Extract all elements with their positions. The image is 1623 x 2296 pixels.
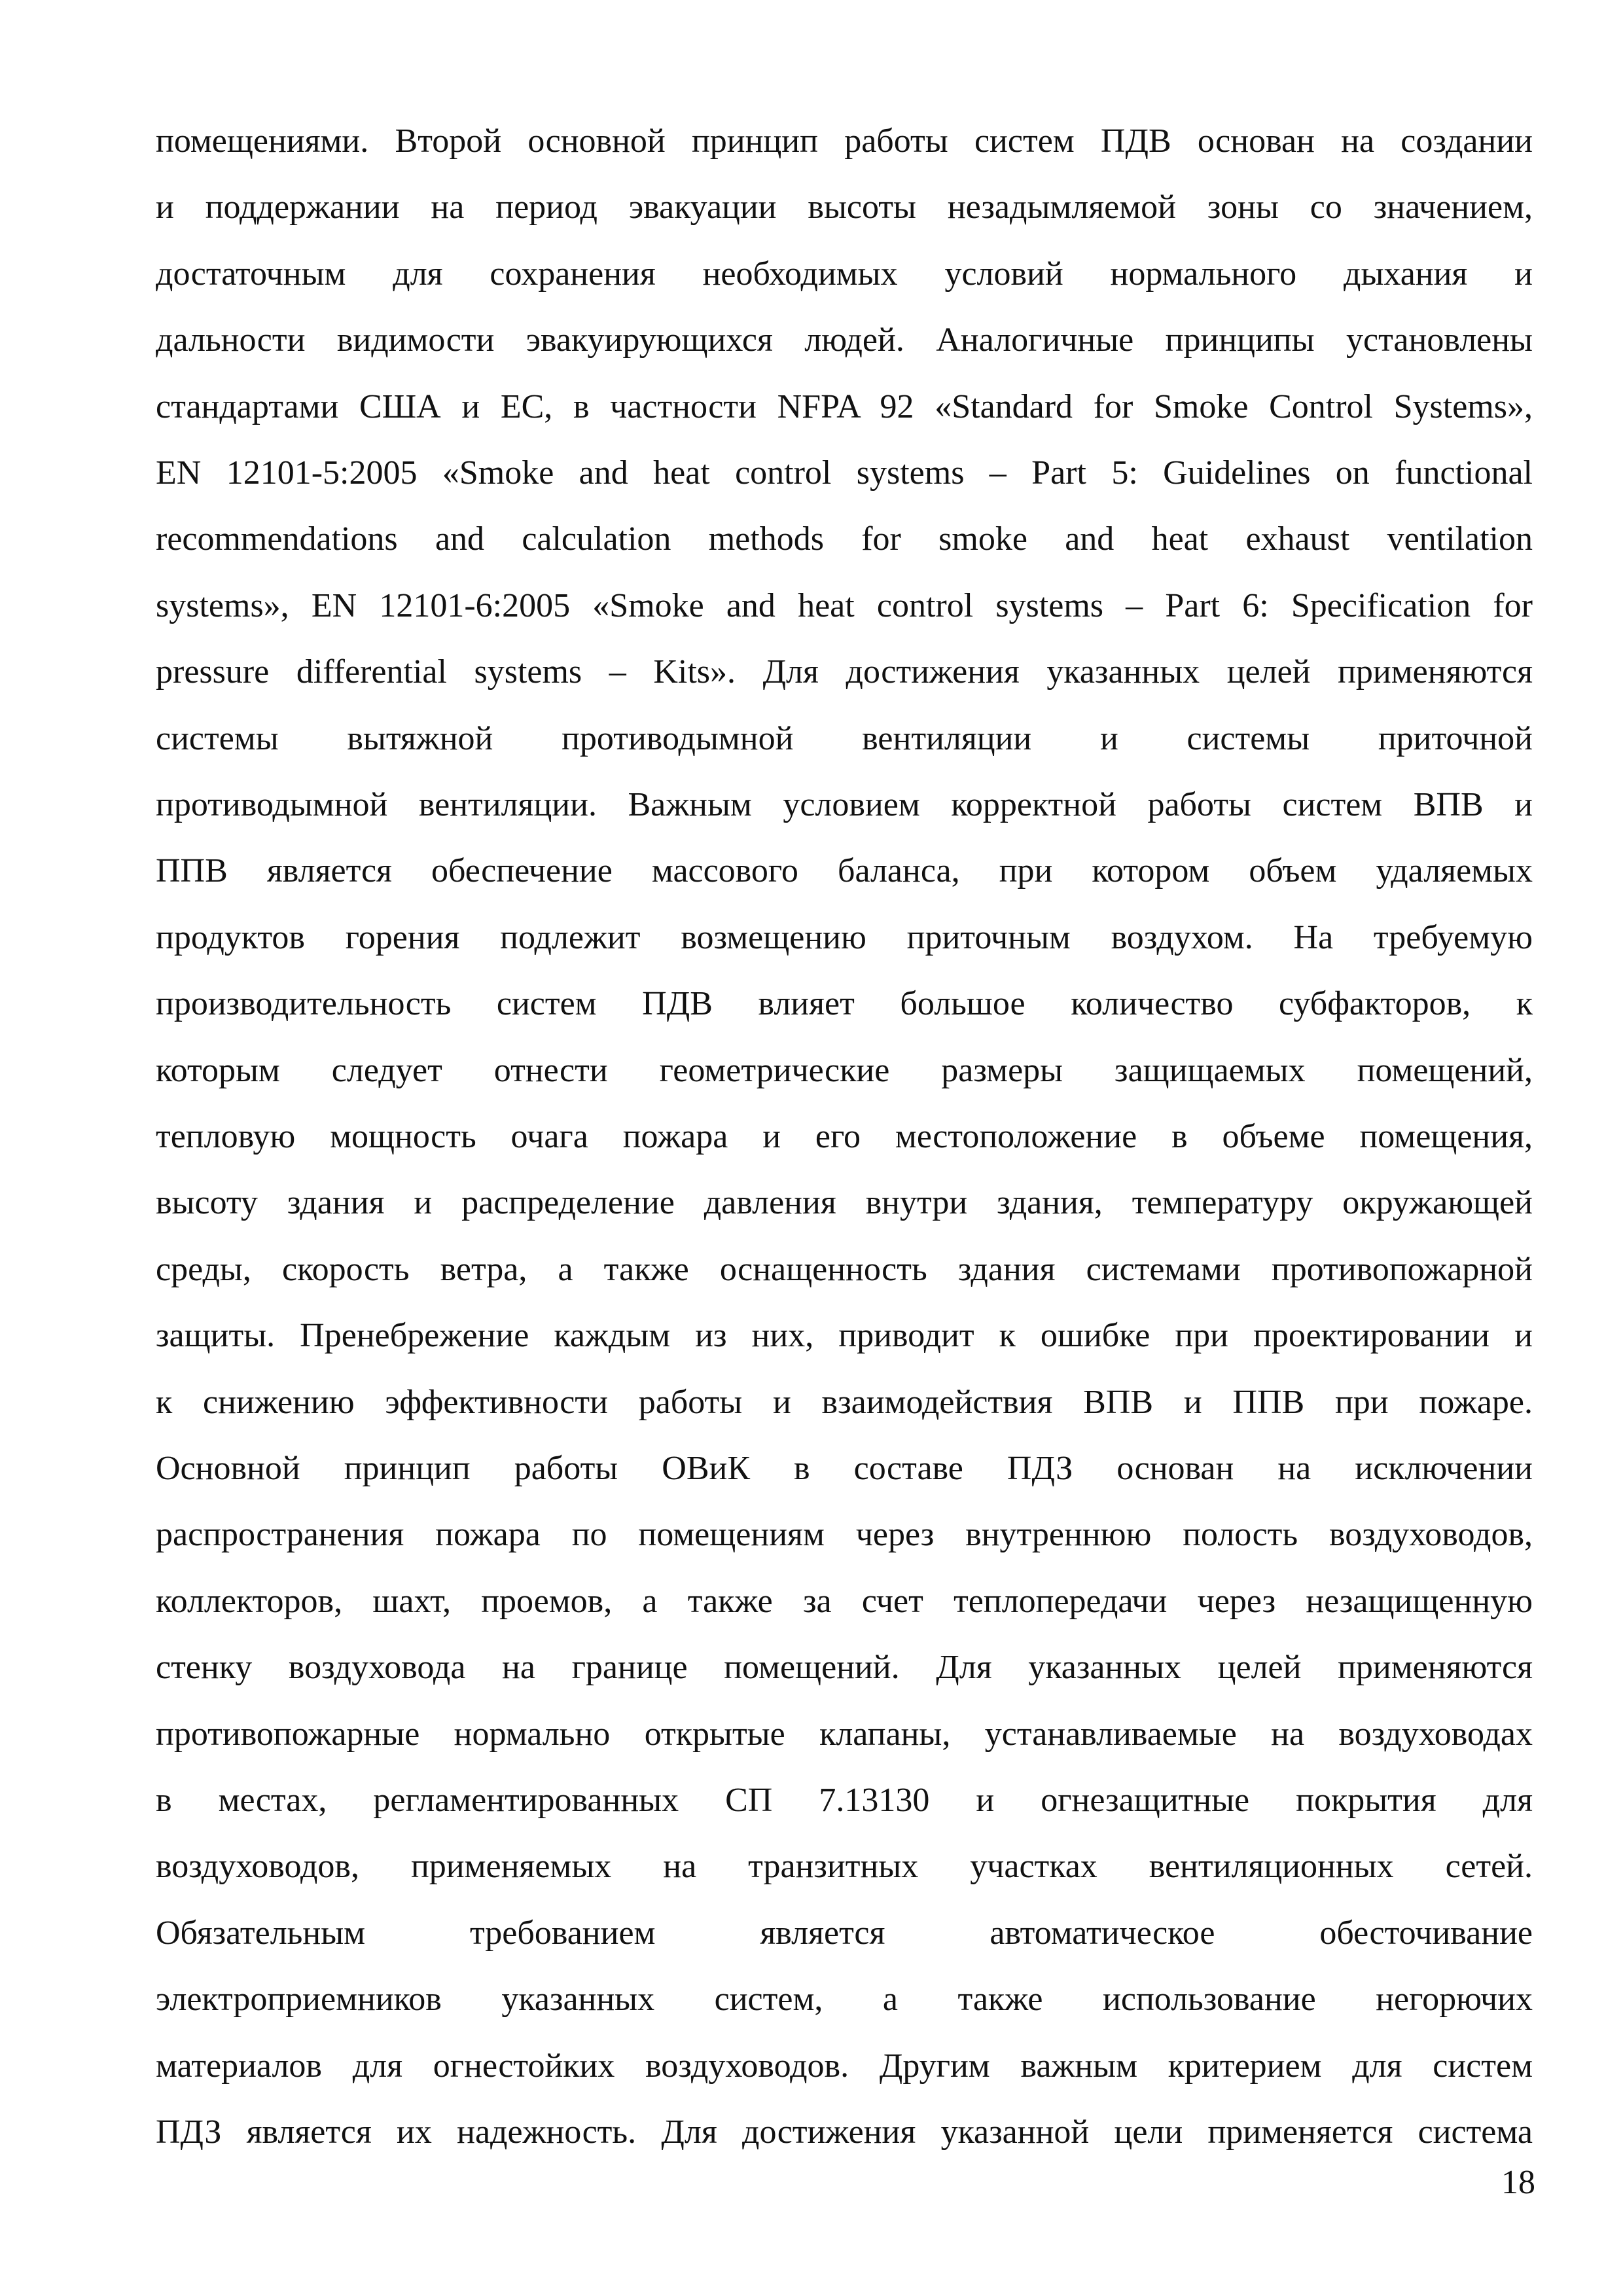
text-line: стенку воздуховода на границе помещений. Для указанных целей применяются <box>156 1649 1533 1687</box>
text-line: высоту здания и распределение давления внутри здания, температуру окружающей <box>156 1184 1533 1222</box>
text-line: recommendations and calculation methods for smoke and heat exhaust ventilation <box>156 520 1533 558</box>
text-line: среды, скорость ветра, а также оснащенность здания системами противопожарной <box>156 1250 1533 1288</box>
text-line: дальности видимости эвакуирующихся людей. Аналогичные принципы установлены <box>156 321 1533 359</box>
text-line: systems», EN 12101-6:2005 «Smoke and heat control systems – Part 6: Specification for <box>156 586 1533 624</box>
text-line: которым следует отнести геометрические размеры защищаемых помещений, <box>156 1051 1533 1089</box>
text-line: коллекторов, шахт, проемов, а также за счет теплопередачи через незащищенную <box>156 1582 1533 1620</box>
text-line: pressure differential systems – Kits». Для достижения указанных целей применяются <box>156 653 1533 691</box>
text-line: помещениями. Второй основной принцип работы систем ПДВ основан на создании <box>156 122 1533 160</box>
text-line: системы вытяжной противодымной вентиляции и системы приточной <box>156 719 1533 757</box>
text-line: и поддержании на период эвакуации высоты незадымляемой зоны со значением, <box>156 188 1533 226</box>
text-line: к снижению эффективности работы и взаимодействия ВПВ и ППВ при пожаре. <box>156 1383 1533 1421</box>
text-line: материалов для огнестойких воздуховодов. Другим важным критерием для систем <box>156 2047 1533 2085</box>
text-line: продуктов горения подлежит возмещению приточным воздухом. На требуемую <box>156 918 1533 956</box>
text-line: ППВ является обеспечение массового баланса, при котором объем удаляемых <box>156 852 1533 890</box>
text-line: защиты. Пренебрежение каждым из них, приводит к ошибке при проектировании и <box>156 1317 1533 1355</box>
text-line: противопожарные нормально открытые клапаны, устанавливаемые на воздуховодах <box>156 1715 1533 1753</box>
text-line: ПДЗ является их надежность. Для достижения указанной цели применяется система <box>156 2113 1533 2151</box>
text-line: распространения пожара по помещениям через внутреннюю полость воздуховодов, <box>156 1516 1533 1554</box>
text-line: стандартами США и ЕС, в частности NFPA 92 «Standard for Smoke Control Systems», <box>156 387 1533 425</box>
text-line: достаточным для сохранения необходимых условий нормального дыхания и <box>156 255 1533 293</box>
text-line: тепловую мощность очага пожара и его местоположение в объеме помещения, <box>156 1118 1533 1155</box>
text-line: EN 12101-5:2005 «Smoke and heat control systems – Part 5: Guidelines on functional <box>156 454 1533 492</box>
text-line: воздуховодов, применяемых на транзитных участках вентиляционных сетей. <box>156 1848 1533 1886</box>
text-line: Основной принцип работы ОВиК в составе ПДЗ основан на исключении <box>156 1450 1533 1487</box>
text-line: в местах, регламентированных СП 7.13130 и огнезащитные покрытия для <box>156 1782 1533 1819</box>
text-line: противодымной вентиляции. Важным условием корректной работы систем ВПВ и <box>156 786 1533 823</box>
text-line: производительность систем ПДВ влияет большое количество субфакторов, к <box>156 985 1533 1023</box>
text-line: Обязательным требованием является автоматическое обесточивание <box>156 1914 1533 1952</box>
text-line: электроприемников указанных систем, а также использование негорючих <box>156 1981 1533 2018</box>
page-number: 18 <box>1501 2164 1535 2201</box>
